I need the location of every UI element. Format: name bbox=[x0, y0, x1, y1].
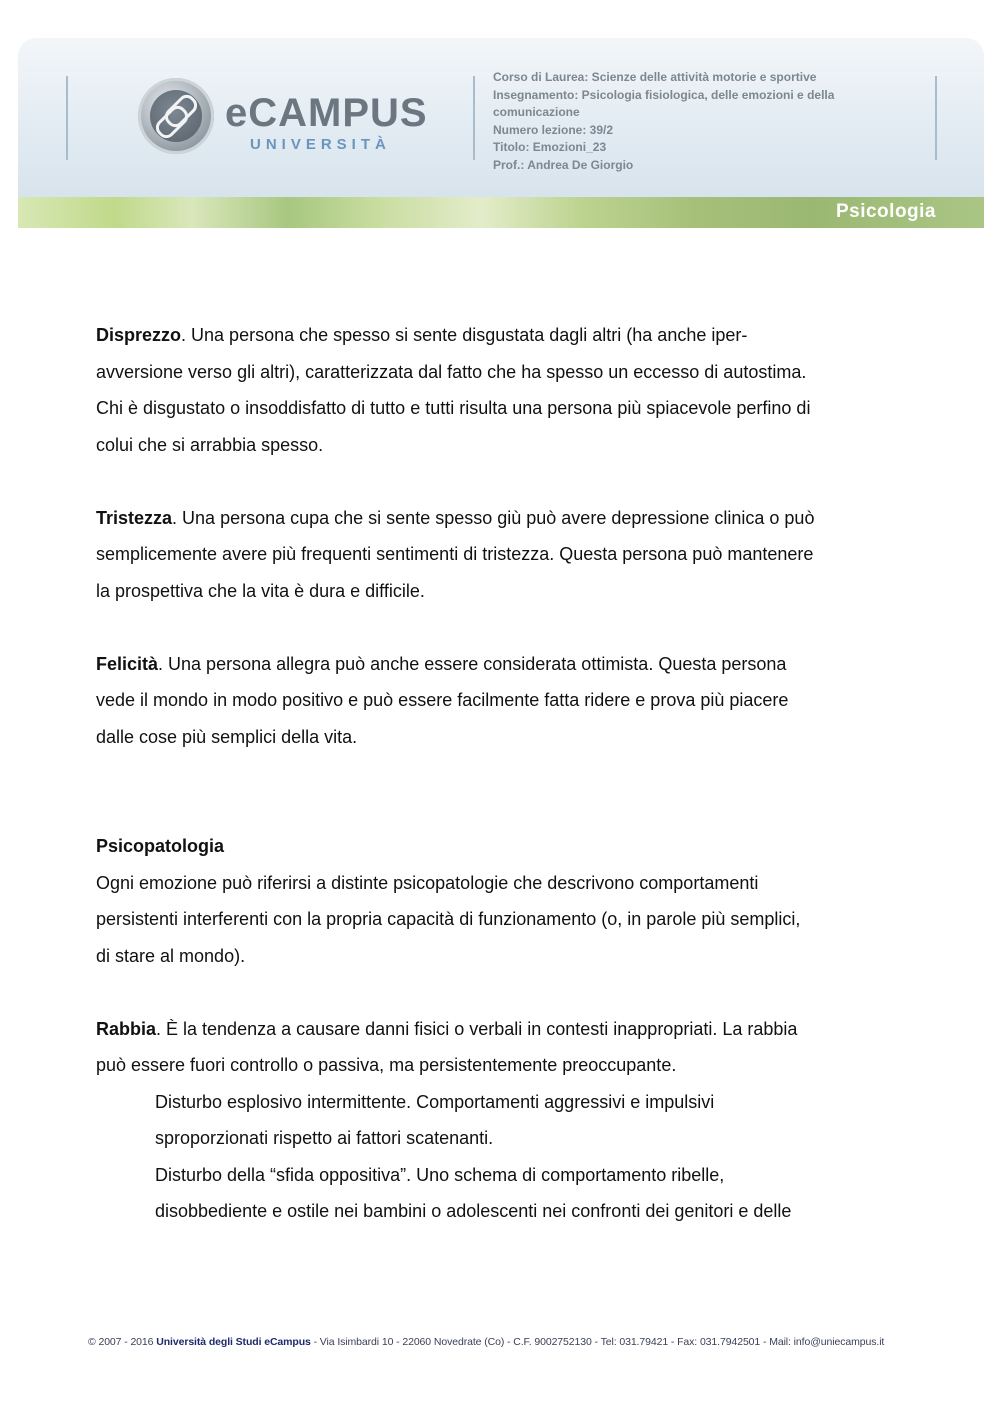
text-line: di stare al mondo). bbox=[96, 945, 246, 966]
text-line: persistenti interferenti con la propria capacità di funzionamento (o, in parole più semplici, bbox=[96, 909, 801, 929]
footer-contacts: - Via Isimbardi 10 - 22060 Novedrate (Co) - C.F. 9002752130 - Tel: 031.79421 - Fax: 031.7942501 - Mail: info@uniecampus.it bbox=[310, 1336, 885, 1348]
text-line bbox=[96, 500, 911, 537]
footer-organization: Università degli Studi eCampus bbox=[156, 1336, 311, 1348]
course-info-line: Insegnamento: Psicologia fisiologica, delle emozioni e della bbox=[493, 87, 835, 102]
course-info bbox=[493, 69, 913, 174]
text-line bbox=[96, 1011, 911, 1048]
header-banner bbox=[18, 38, 984, 228]
text-line: Ogni emozione può riferirsi a distinte psicopatologie che descrivono comportamenti bbox=[96, 872, 759, 893]
section-psicopatologia bbox=[96, 828, 911, 974]
term-rabbia: Rabbia bbox=[96, 1018, 157, 1039]
divider-right bbox=[935, 76, 937, 160]
divider-left bbox=[66, 76, 68, 160]
text-line bbox=[96, 646, 911, 683]
logo-wordmark: eCAMPUS bbox=[225, 91, 428, 135]
course-info-line: Corso di Laurea: Scienze delle attività motorie e sportive bbox=[493, 70, 817, 84]
document-body bbox=[96, 317, 911, 1230]
page-footer bbox=[88, 1336, 918, 1348]
paragraph-felicita bbox=[96, 646, 911, 756]
text-line: può essere fuori controllo o passiva, ma persistentemente preoccupante. bbox=[96, 1055, 677, 1075]
indented-line: disobbediente e ostile nei bambini o adolescenti nei confronti dei genitori e delle bbox=[155, 1201, 792, 1221]
text-line: la prospettiva che la vita è dura e difficile. bbox=[96, 580, 425, 601]
paragraph-tristezza bbox=[96, 500, 911, 610]
course-info-line: Prof.: Andrea De Giorgio bbox=[493, 157, 634, 172]
paragraph-disprezzo bbox=[96, 317, 911, 463]
section-heading: Psicopatologia bbox=[96, 836, 225, 856]
text-fragment: . È la tendenza a causare danni fisici o verbali in contesti inappropriati. La rabbia bbox=[156, 1018, 798, 1039]
course-info-line: Titolo: Emozioni_23 bbox=[493, 140, 607, 154]
rabbia-subitems bbox=[96, 1084, 911, 1230]
text-line: vede il mondo in modo positivo e può essere facilmente fatta ridere e prova più piacere bbox=[96, 690, 789, 710]
paragraph-rabbia bbox=[96, 1011, 911, 1084]
divider-middle bbox=[473, 76, 475, 160]
text-line: dalle cose più semplici della vita. bbox=[96, 726, 358, 747]
text-fragment: . Una persona allegra può anche essere considerata ottimista. Questa persona bbox=[158, 653, 787, 674]
text-line: semplicemente avere più frequenti sentimenti di tristezza. Questa persona può mantenere bbox=[96, 544, 814, 564]
term-disprezzo: Disprezzo bbox=[96, 325, 182, 345]
course-info-line: Numero lezione: 39/2 bbox=[493, 122, 614, 137]
text-fragment: . Una persona che spesso si sente disgustata dagli altri (ha anche iper- bbox=[181, 325, 748, 345]
text-line: colui che si arrabbia spesso. bbox=[96, 434, 324, 455]
term-tristezza: Tristezza bbox=[96, 507, 173, 528]
indented-line: sproporzionati rispetto ai fattori scatenanti. bbox=[155, 1128, 494, 1148]
indented-line: Disturbo della “sfida oppositiva”. Uno schema di comportamento ribelle, bbox=[155, 1164, 725, 1185]
subject-band bbox=[18, 197, 984, 228]
logo-subtitle: UNIVERSITÀ bbox=[250, 136, 391, 153]
subject-label: Psicologia bbox=[835, 201, 936, 222]
indented-line: Disturbo esplosivo intermittente. Comportamenti aggressivi e impulsivi bbox=[155, 1091, 715, 1112]
text-line: Chi è disgustato o insoddisfatto di tutto e tutti risulta una persona più spiacevole perfino di bbox=[96, 398, 811, 418]
text-line: avversione verso gli altri), caratterizzata dal fatto che ha spesso un eccesso di autostima. bbox=[96, 361, 807, 382]
ecampus-logo-icon bbox=[138, 78, 214, 154]
text-line bbox=[96, 317, 911, 354]
text-fragment: . Una persona cupa che si sente spesso giù può avere depressione clinica o può bbox=[172, 507, 815, 528]
course-info-line: comunicazione bbox=[493, 105, 580, 119]
term-felicita: Felicità bbox=[96, 653, 159, 674]
footer-copyright: © 2007 - 2016 bbox=[88, 1336, 157, 1348]
